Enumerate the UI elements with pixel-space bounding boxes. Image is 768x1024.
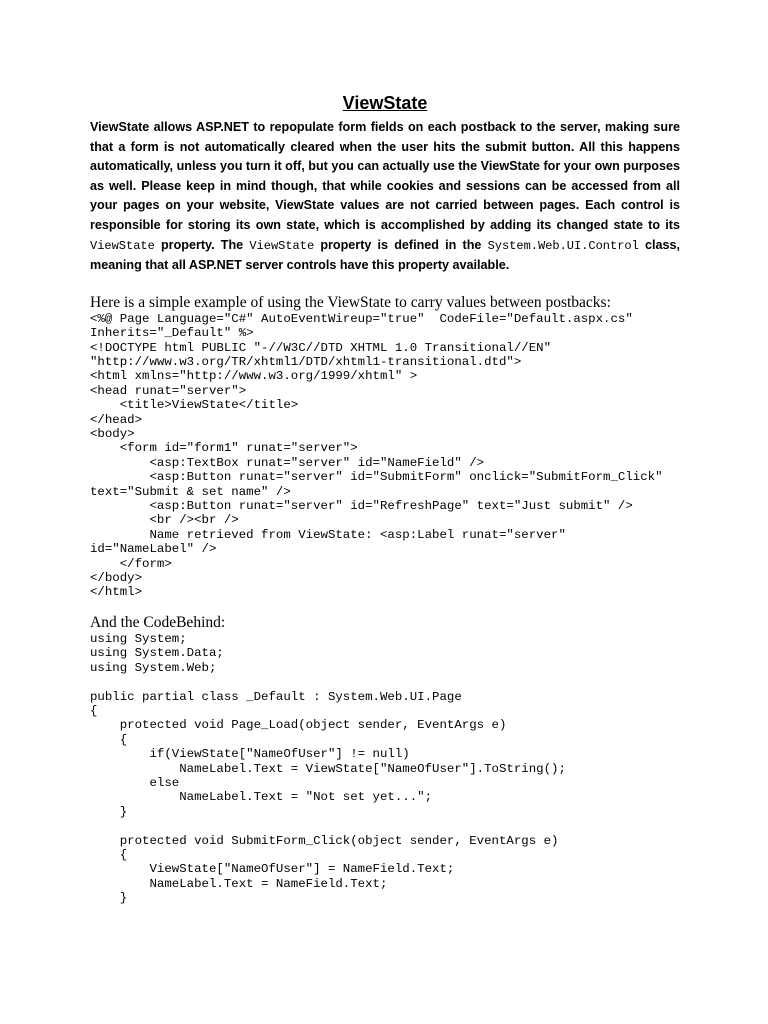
intro-code-viewstate-2: ViewState xyxy=(249,238,315,253)
codebehind-intro: And the CodeBehind: xyxy=(90,613,226,631)
codebehind-code-block: using System; using System.Data; using System.Web; public partial class _Default : System.Web.UI.Page { protected void Page_Load(object sender, EventArgs e) { if(ViewState["NameOfUser"] != null) NameLabel.Text = ViewState["NameOfUser"].ToString(); else NameLabel.Text = "Not set yet..."; } protected void SubmitForm_Click(object sender, EventArgs e) { ViewState["NameOfUser"] = NameField.Text; NameLabel.Text = NameField.Text; } xyxy=(90,631,566,906)
intro-code-control-class: System.Web.UI.Control xyxy=(487,238,639,253)
intro-text-4: class, meaning that all ASP.NET server controls have this property available. xyxy=(90,237,680,273)
intro-text-1: ViewState allows ASP.NET to repopulate form fields on each postback to the server, making sure that a form is not automatically cleared when the user hits the submit button. All this happens automatically, unless you turn it off, but you can actually use the ViewState for your own purposes as well. Please keep in mind though, that while cookies and sessions can be accessed from all your pages on your website, ViewState values are not carried between pages. Each control is responsible for storing its own state, which is accomplished by adding its changed state to its xyxy=(90,120,680,232)
markup-code-block: <%@ Page Language="C#" AutoEventWireup="true" CodeFile="Default.aspx.cs" Inherits="_Default" %> <!DOCTYPE html PUBLIC "-//W3C//DTD XHTML 1.0 Transitional//EN" "http://www.w3.org/TR/xhtml1/DTD/xhtml1-transitional.dtd"> <html xmlns="http://www.w3.org/1999/xhtml" > <head runat="server"> <title>ViewState</title> </head> <body> <form id="form1" runat="server"> <asp:TextBox runat="server" id="NameField" /> <asp:Button runat="server" id="SubmitForm" onclick="SubmitForm_Click" text="Submit & set name" /> <asp:Button runat="server" id="RefreshPage" text="Just submit" /> <br /><br /> Name retrieved from ViewState: <asp:Label runat="server" id="NameLabel" /> </form> </body> </html> xyxy=(90,311,663,600)
intro-paragraph xyxy=(90,118,680,276)
intro-text-2: property. The xyxy=(154,237,250,252)
page-title: ViewState xyxy=(342,93,428,113)
intro-text-3: property is defined in the xyxy=(314,237,488,252)
intro-code-viewstate-1: ViewState xyxy=(90,238,155,253)
document-page xyxy=(90,92,680,906)
markup-example-intro: Here is a simple example of using the ViewState to carry values between postbacks: xyxy=(90,293,611,311)
